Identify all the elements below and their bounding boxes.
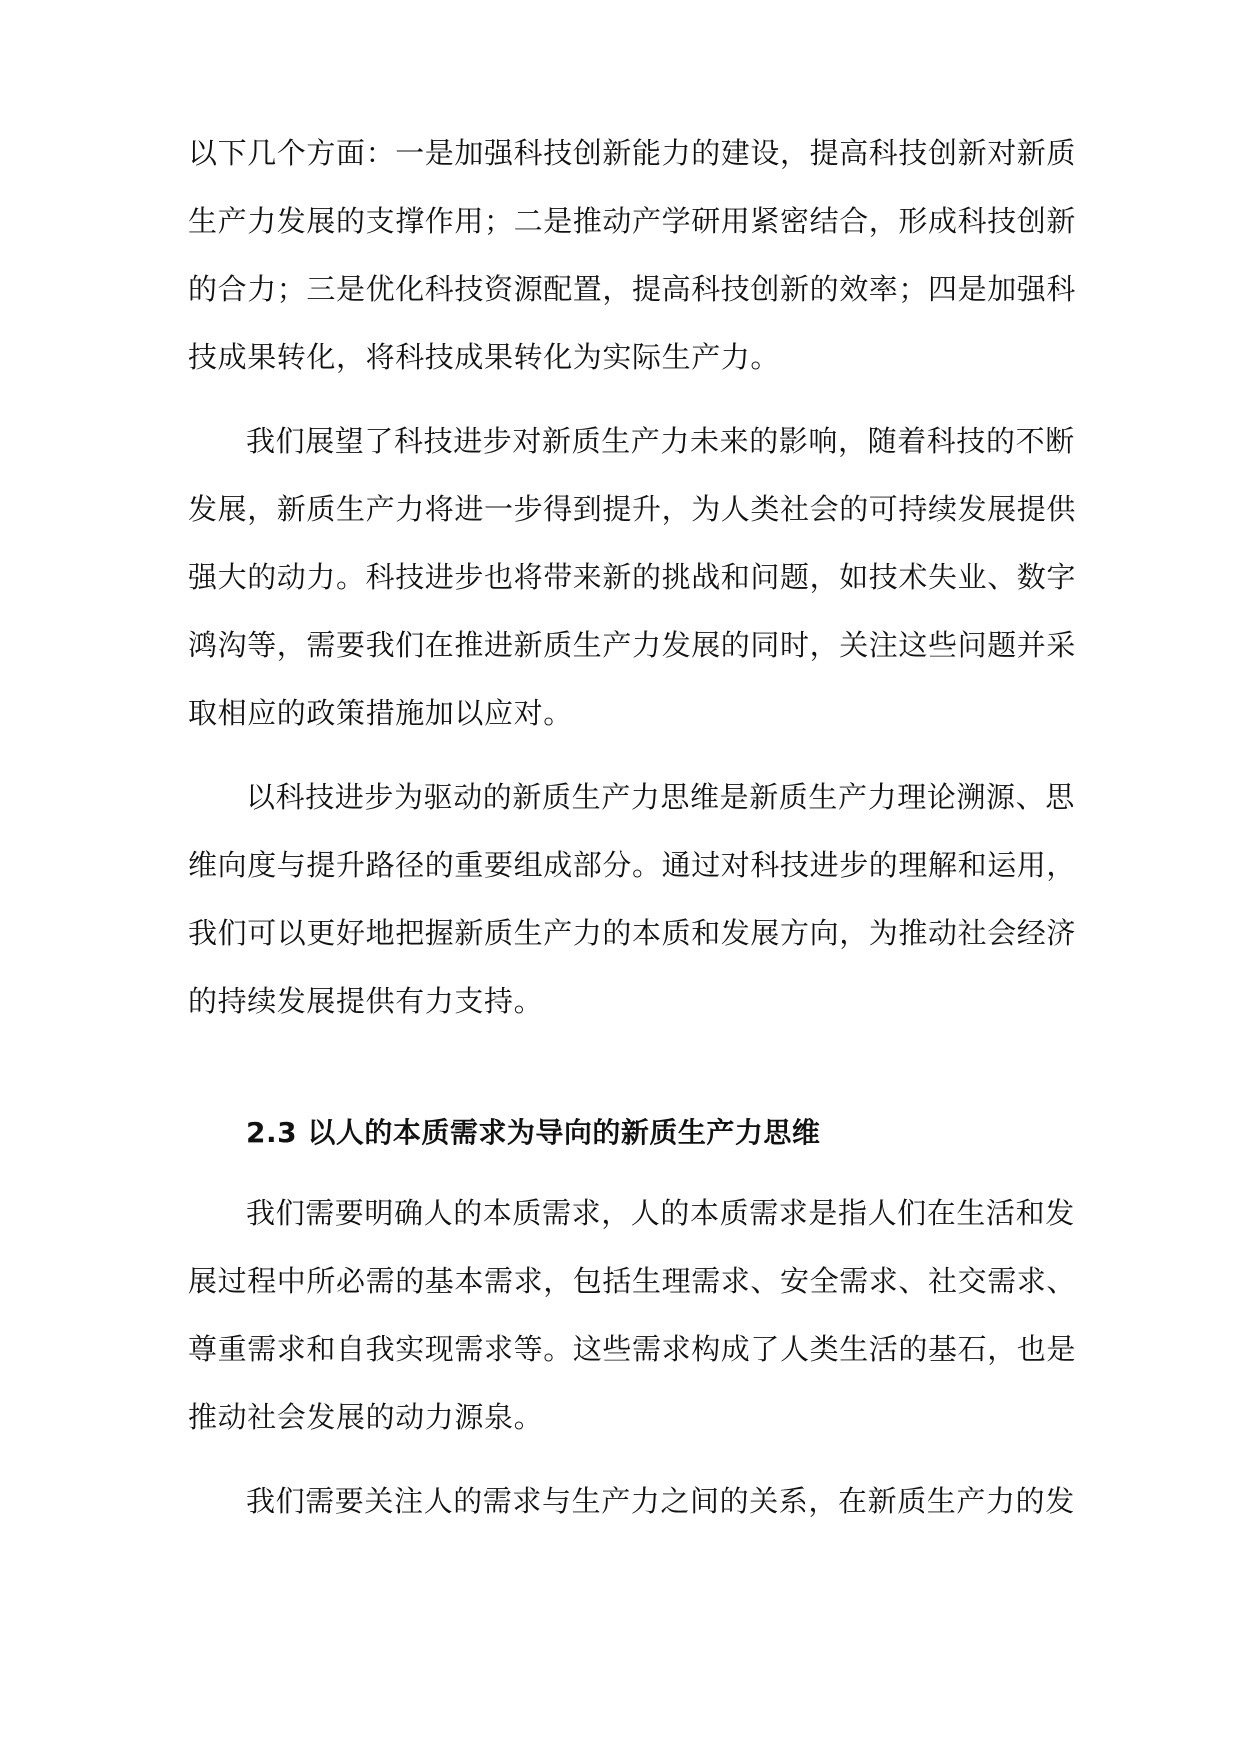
paragraph-line: 生产力发展的支撑作用；二是推动产学研用紧密结合，形成科技创新 bbox=[188, 204, 1077, 238]
paragraph-line: 我们可以更好地把握新质生产力的本质和发展方向，为推动社会经济 bbox=[188, 916, 1077, 950]
paragraph-line: 维向度与提升路径的重要组成部分。通过对科技进步的理解和运用， bbox=[188, 848, 1077, 882]
paragraph-line: 的合力；三是优化科技资源配置，提高科技创新的效率；四是加强科 bbox=[188, 272, 1077, 306]
paragraph-line: 以下几个方面：一是加强科技创新能力的建设，提高科技创新对新质 bbox=[188, 136, 1077, 170]
section-heading: 2.3 以人的本质需求为导向的新质生产力思维 bbox=[246, 1116, 821, 1149]
paragraph-line: 以科技进步为驱动的新质生产力思维是新质生产力理论溯源、思 bbox=[246, 780, 1075, 814]
paragraph-line: 我们需要关注人的需求与生产力之间的关系，在新质生产力的发 bbox=[246, 1484, 1075, 1518]
paragraph-line: 我们展望了科技进步对新质生产力未来的影响，随着科技的不断 bbox=[246, 424, 1075, 458]
paragraph-line: 展过程中所必需的基本需求，包括生理需求、安全需求、社交需求、 bbox=[188, 1264, 1077, 1298]
paragraph-line: 推动社会发展的动力源泉。 bbox=[188, 1400, 544, 1434]
paragraph-line: 尊重需求和自我实现需求等。这些需求构成了人类生活的基石，也是 bbox=[188, 1332, 1077, 1366]
paragraph-line: 的持续发展提供有力支持。 bbox=[188, 984, 544, 1018]
paragraph-line: 鸿沟等，需要我们在推进新质生产力发展的同时，关注这些问题并采 bbox=[188, 628, 1077, 662]
paragraph-line: 发展，新质生产力将进一步得到提升，为人类社会的可持续发展提供 bbox=[188, 492, 1077, 526]
paragraph-line: 取相应的政策措施加以应对。 bbox=[188, 696, 573, 730]
paragraph-line: 我们需要明确人的本质需求，人的本质需求是指人们在生活和发 bbox=[246, 1196, 1075, 1230]
paragraph-line: 强大的动力。科技进步也将带来新的挑战和问题，如技术失业、数字 bbox=[188, 560, 1077, 594]
paragraph-line: 技成果转化，将科技成果转化为实际生产力。 bbox=[188, 340, 781, 374]
